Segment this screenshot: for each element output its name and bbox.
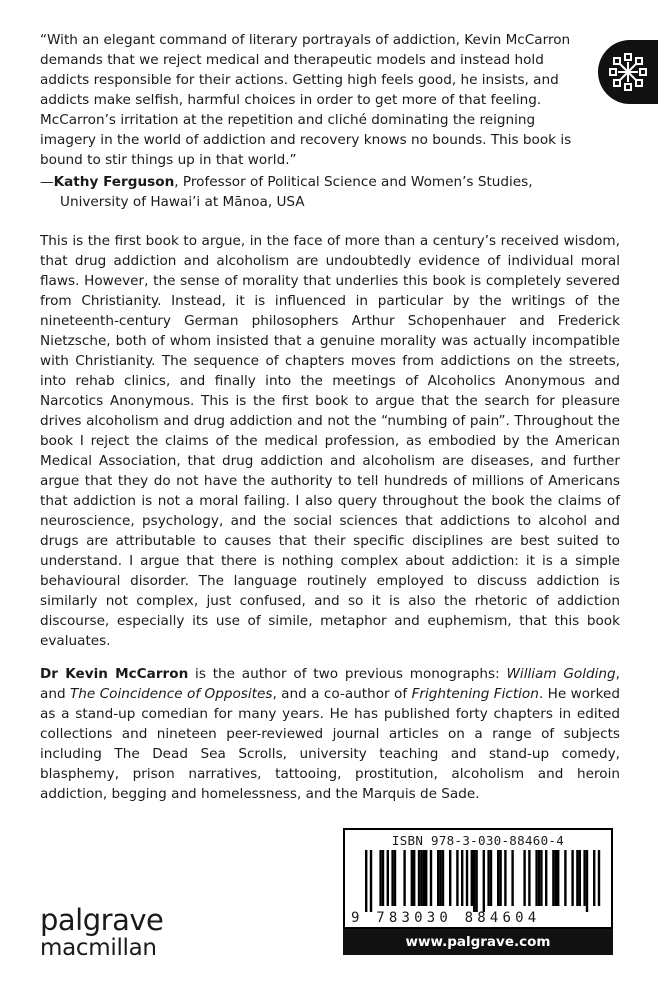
attribution-affiliation: University of Hawai’i at Mānoa, USA bbox=[60, 194, 305, 210]
barcode-bars bbox=[351, 850, 607, 912]
endorsement-quote bbox=[40, 30, 585, 170]
bio-text-4: . He worked as a stand-up comedian for many years. He has published forty chapters in edited collections and nineteen peer-reviewed journal articles on a range of subjects including The Dead Sea Scrolls, university teaching and stand-up comedy, blasphemy, prison narratives, tattooing, prostitution, alcoholism and heroin addiction, begging and homelessness, and the Marquis de Sade. bbox=[40, 686, 620, 802]
attribution-title: , Professor of Political Science and Women’s Studies, bbox=[174, 174, 533, 190]
publisher-url[interactable]: www.palgrave.com bbox=[343, 929, 613, 955]
bio-text-1: is the author of two previous monographs: bbox=[188, 666, 507, 682]
attribution-name: Kathy Ferguson bbox=[53, 174, 175, 190]
publisher-name-line2: macmillan bbox=[40, 935, 157, 961]
attribution-dash: — bbox=[40, 174, 54, 190]
network-node-icon bbox=[608, 52, 648, 92]
quote-text: “With an elegant command of literary portrayals of addiction, Kevin McCarron demands that we reject medical and therapeutic models and instead hold addicts responsible for their actions. Getting high feels good, he insists, and addicts make selfish, harmful choices in order to get more of that feeling. McCarron’s irritation at the repetition and cliché dominating the reigning imagery in the world of addiction and recovery knows no bounds. This book is bound to stir things up in that world.” bbox=[40, 32, 572, 168]
book-description: This is the first book to argue, in the face of more than a century’s received wisdom, that drug addiction and alcoholism are undoubtedly evidence of individual moral flaws. However, the sense of morality that underlies this book is completely severed from Christianity. Instead, it is influenced in particular by the writings of the nineteenth-century German philosophers Arthur Schopenhauer and Frederick Nietzsche, both of whom insisted that a genuine morality was actually incompatible with Christianity. The sequence of chapters moves from addictions on the streets, into rehab clinics, and finally into the meetings of Alcoholics Anonymous and Narcotics Anonymous. This is the first book to argue that the search for pleasure drives alcoholism and drug addiction and not the “numbing of pain”. Throughout the book I reject the claims of the medical profession, as embodied by the American Medical Association, that drug addiction and alcoholism are diseases, and further argue that they do not have the authority to tell hundreds of millions of Americans that addiction is not a moral failing. I also query throughout the book the claims of neuroscience, psychology, and the social sciences that addictions to alcohol and drugs are attributable to causes that their specific disciplines are best suited to understand. I argue that there is nothing complex about addiction: it is a simple behavioural disorder. The language routinely employed to discuss addiction is similarly not complex, just confused, and so it is also the rhetoric of addiction discourse, especially its use of simile, metaphor and euphemism, that this book evaluates. bbox=[40, 233, 620, 649]
bio-text-2: , and bbox=[40, 666, 620, 702]
publisher-name-line1: palgrave bbox=[40, 903, 164, 937]
series-logo bbox=[598, 40, 658, 104]
book-title-1: William Golding bbox=[506, 666, 616, 682]
isbn-barcode bbox=[343, 828, 613, 929]
isbn-number: ISBN 978-3-030-88460-4 bbox=[391, 833, 565, 848]
book-title-2: The Coincidence of Opposites bbox=[70, 686, 273, 702]
barcode-digits: 9 783030 884604 bbox=[351, 910, 541, 926]
author-name: Dr Kevin McCarron bbox=[40, 666, 189, 682]
bio-text-3: , and a co-author of bbox=[272, 686, 412, 702]
book-title-3: Frightening Fiction bbox=[411, 686, 539, 702]
quote-attribution bbox=[40, 172, 585, 212]
publisher-logo bbox=[40, 905, 163, 961]
author-bio bbox=[40, 664, 620, 804]
